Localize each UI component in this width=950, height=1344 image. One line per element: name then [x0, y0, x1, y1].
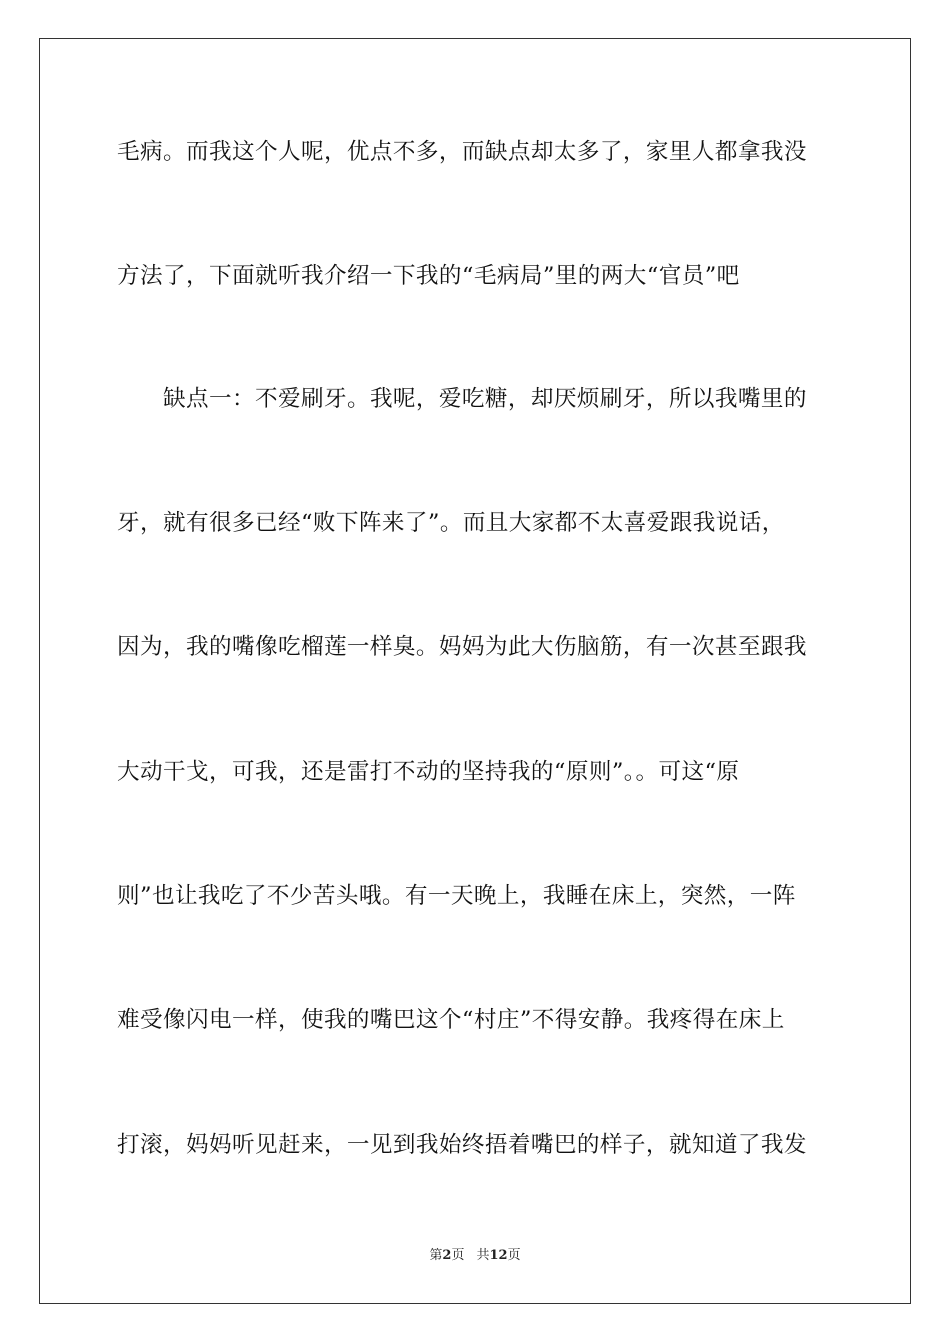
text-line: 因为，我的嘴像吃榴莲一样臭。妈妈为此大伤脑筋，有一次甚至跟我 [117, 634, 807, 660]
page-border [39, 38, 911, 1304]
footer-total-unit: 页 [507, 1248, 521, 1263]
footer-page-prefix: 第 [429, 1248, 443, 1263]
text-line: 难受像闪电一样，使我的嘴巴这个“村庄”不得安静。我疼得在床上 [117, 1007, 785, 1033]
text-line: 牙，就有很多已经“败下阵来了”。而且大家都不太喜爱跟我说话， [117, 510, 785, 536]
text-line: 则”也让我吃了不少苦头哦。有一天晚上，我睡在床上，突然，一阵 [117, 883, 796, 909]
footer-page-unit: 页 [451, 1248, 465, 1263]
text-line: 毛病。而我这个人呢，优点不多，而缺点却太多了，家里人都拿我没 [117, 139, 807, 165]
page-footer [0, 1247, 950, 1265]
footer-total-pages: 12 [489, 1248, 508, 1263]
text-line: 打滚，妈妈听见赶来，一见到我始终捂着嘴巴的样子，就知道了我发 [117, 1132, 807, 1158]
footer-page-number: 2 [442, 1248, 452, 1263]
text-line: 方法了，下面就听我介绍一下我的“毛病局”里的两大“官员”吧 [117, 263, 740, 289]
text-line: 大动干戈，可我，还是雷打不动的坚持我的“原则”。。可这“原 [117, 759, 740, 785]
text-line: 缺点一：不爱刷牙。我呢，爱吃糖，却厌烦刷牙，所以我嘴里的 [163, 386, 807, 412]
footer-total-prefix: 共 [476, 1248, 490, 1263]
